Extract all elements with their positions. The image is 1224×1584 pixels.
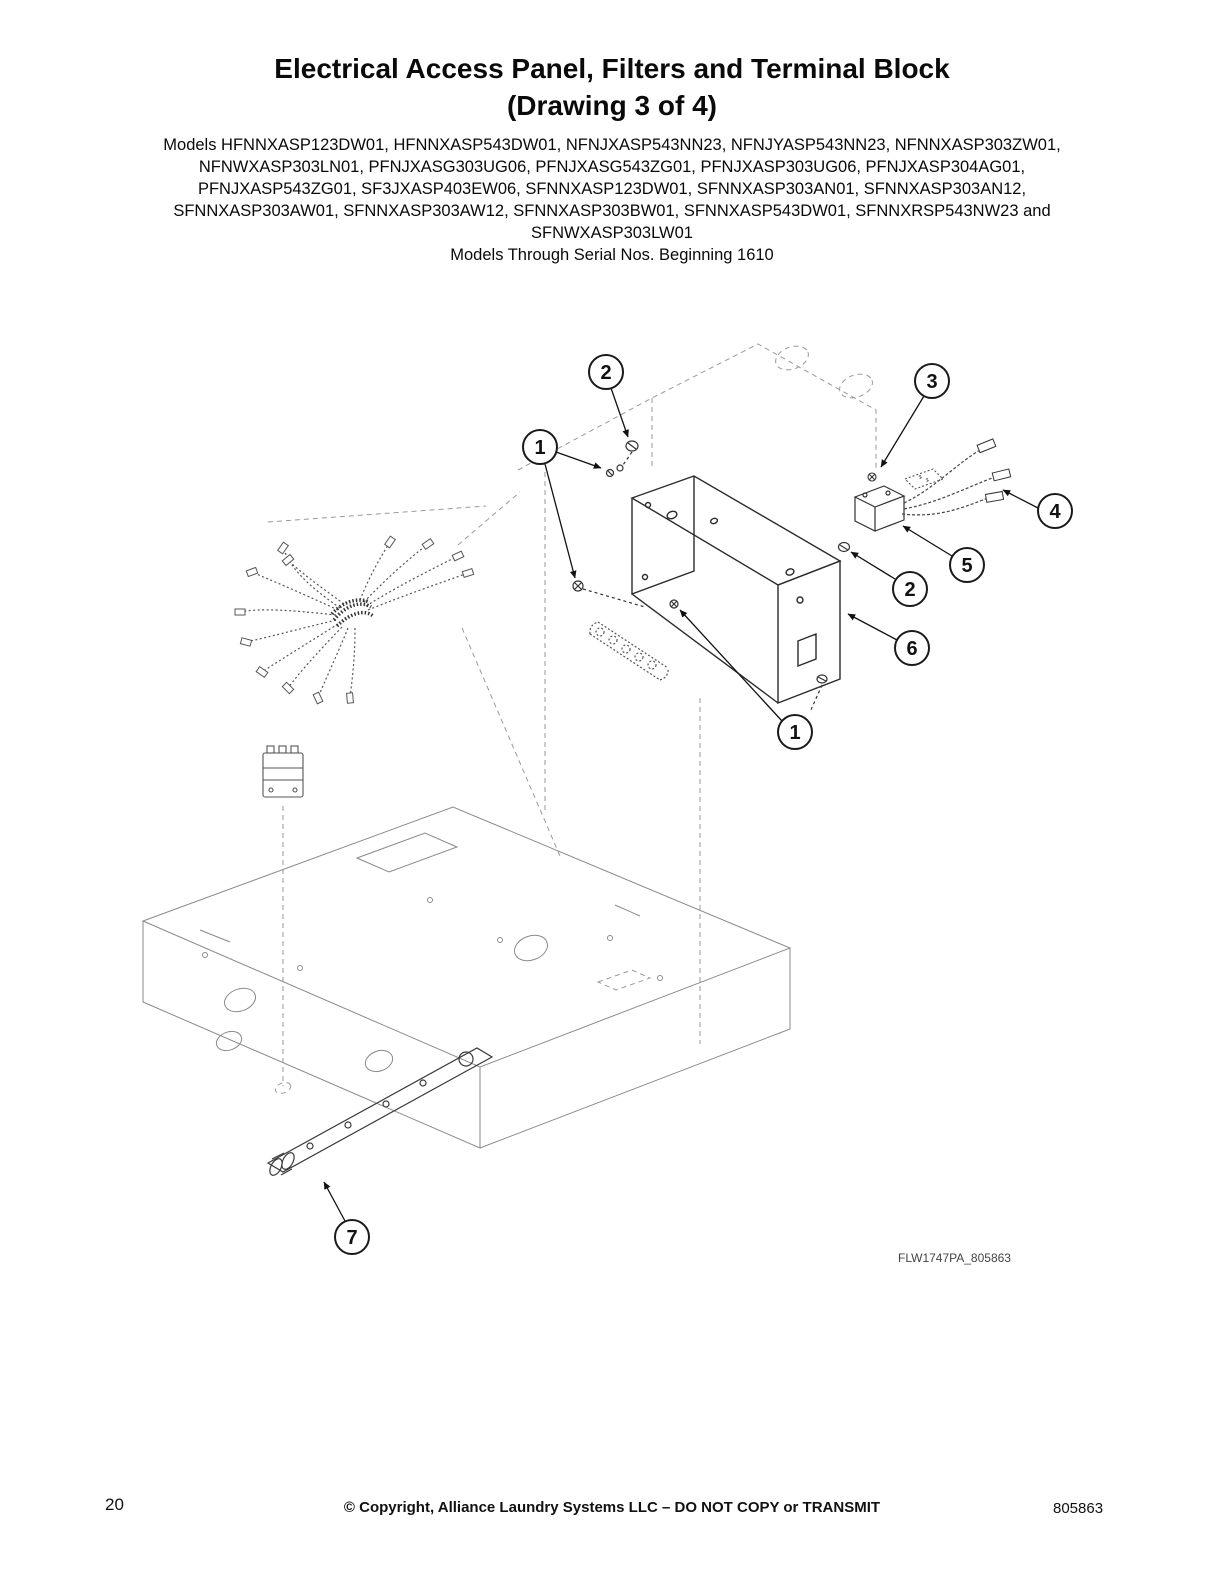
models-line-3: PFNJXASP543ZG01, SF3JXASP403EW06, SFNNXASP123DW01, SFNNXASP303AN01, SFNNXASP303AN12, [197, 180, 1027, 198]
callout-label: 5 [961, 555, 973, 577]
callout-2-mid [893, 572, 927, 606]
access-panel-bracket [632, 476, 840, 703]
callout-label: 1 [534, 437, 546, 459]
models-line-2: NFNWXASP303LN01, PFNJXASG303UG06, PFNJXASG543ZG01, PFNJXASP303UG06, PFNJXASP304AG01, [198, 158, 1026, 176]
wire-terminals [977, 439, 1011, 502]
callout-3 [915, 364, 949, 398]
copyright-notice: © Copyright, Alliance Laundry Systems LLC – DO NOT COPY or TRANSMIT [343, 1499, 881, 1516]
figure-code: FLW1747PA_805863 [898, 1251, 1011, 1265]
cabinet-base [143, 807, 790, 1148]
callout-label: 2 [600, 362, 612, 384]
page-header [0, 0, 1224, 266]
mounting-strip [267, 1048, 492, 1177]
models-list [0, 134, 1224, 266]
callout-label: 3 [926, 371, 938, 393]
callout-label: 1 [789, 722, 801, 744]
screws [573, 441, 850, 712]
callout-label: 4 [1049, 501, 1061, 523]
models-line-4: SFNNXASP303AW01, SFNNXASP303AW12, SFNNXASP303BW01, SFNNXASP543DW01, SFNNXRSP543NW23 and [173, 202, 1051, 220]
callout-label: 6 [906, 638, 918, 660]
document-number: 805863 [1053, 1500, 1104, 1517]
models-line-1: Models HFNNXASP123DW01, HFNNXASP543DW01, NFNJXASP543NN23, NFNJYASP543NN23, NFNNXASP303ZW01, [163, 136, 1061, 154]
callout-2-top [589, 355, 623, 389]
page-number: 20 [105, 1495, 124, 1514]
filter-screw [868, 473, 876, 481]
callouts [335, 355, 1072, 1254]
serial-note: Models Through Serial Nos. Beginning 1610 [450, 246, 774, 264]
callout-6 [895, 631, 929, 665]
callout-7 [335, 1220, 369, 1254]
filter-wires [902, 450, 995, 515]
callout-1-top [523, 430, 557, 464]
capacitor [905, 469, 943, 489]
callout-4 [1038, 494, 1072, 528]
wire-harness-knot [332, 600, 373, 626]
wire-harness-connectors [235, 536, 474, 704]
callout-1-bottom [778, 715, 812, 749]
wire-harness [240, 542, 468, 698]
page-subtitle: (Drawing 3 of 4) [506, 90, 717, 121]
line-filter [855, 486, 904, 531]
callout-arrows [324, 388, 1038, 1221]
models-line-5: SFNWXASP303LW01 [530, 224, 693, 242]
callout-label: 7 [346, 1227, 358, 1249]
callout-5 [950, 548, 984, 582]
callout-label: 2 [904, 579, 916, 601]
contactor [263, 746, 303, 797]
terminal-block-strip [590, 622, 668, 680]
page-title: Electrical Access Panel, Filters and Terminal Block [274, 53, 950, 84]
